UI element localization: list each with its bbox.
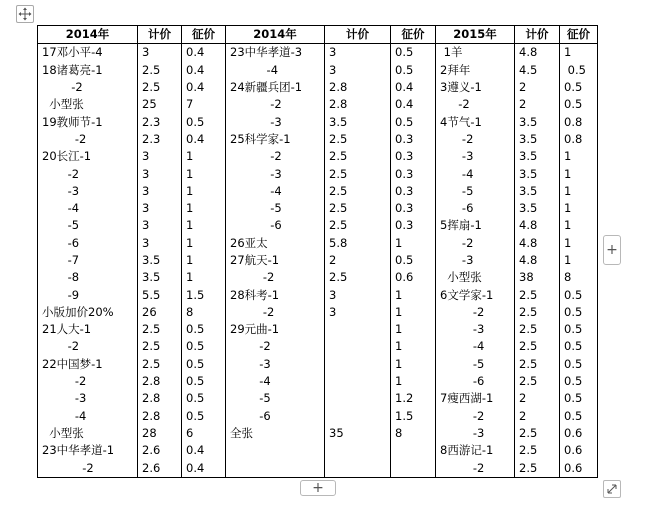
table-cell[interactable]: 20长江-1	[38, 148, 138, 165]
table-cell[interactable]: -2	[38, 165, 138, 182]
table-cell[interactable]: 35	[325, 425, 391, 442]
table-cell[interactable]: 0.5	[182, 373, 226, 390]
table-cell[interactable]: 1	[560, 165, 598, 182]
table-cell[interactable]: 3	[138, 183, 182, 200]
table-cell[interactable]: 3.5	[138, 269, 182, 286]
table-cell[interactable]: -4	[38, 200, 138, 217]
table-cell[interactable]: 0.5	[560, 373, 598, 390]
table-cell[interactable]	[325, 408, 391, 425]
table-cell[interactable]: 5.8	[325, 235, 391, 252]
table-cell[interactable]: -2	[38, 338, 138, 355]
table-cell[interactable]: 0.8	[560, 113, 598, 130]
col-header-year-2[interactable]: 2014年	[226, 26, 325, 44]
table-cell[interactable]: 0.5	[391, 252, 436, 269]
table-cell[interactable]: 0.5	[560, 321, 598, 338]
table-row	[38, 286, 598, 303]
table-cell[interactable]: 29元曲-1	[226, 321, 325, 338]
table-cell[interactable]: 28科考-1	[226, 286, 325, 303]
table-cell[interactable]: 3	[325, 62, 391, 79]
table-cell[interactable]: 2.5	[325, 217, 391, 234]
table-cell[interactable]: 0.4	[182, 62, 226, 79]
table-cell[interactable]: -5	[38, 217, 138, 234]
table-cell[interactable]: 0.8	[560, 131, 598, 148]
table-row	[38, 356, 598, 373]
table-cell[interactable]: 1	[182, 235, 226, 252]
table-cell[interactable]: 0.5	[560, 390, 598, 407]
table-cell[interactable]: -4	[226, 373, 325, 390]
table-row	[38, 442, 598, 459]
table-row	[38, 113, 598, 130]
table-cell[interactable]: 1	[560, 148, 598, 165]
table-cell[interactable]: 2.5	[138, 321, 182, 338]
table-cell[interactable]: -6	[226, 217, 325, 234]
table-cell[interactable]: -5	[226, 200, 325, 217]
table-cell[interactable]: 2.5	[325, 200, 391, 217]
table-cell[interactable]: -3	[38, 390, 138, 407]
table-cell[interactable]: 3	[325, 286, 391, 303]
table-cell[interactable]: -5	[226, 390, 325, 407]
plus-icon: +	[606, 242, 618, 258]
col-header-year-1[interactable]: 2014年	[38, 26, 138, 44]
table-row	[38, 304, 598, 321]
table-cell[interactable]: 5挥扇-1	[436, 217, 515, 234]
table-cell[interactable]: 0.4	[182, 442, 226, 459]
table-cell[interactable]: 1	[391, 304, 436, 321]
add-row-button[interactable]	[300, 480, 336, 496]
table-row	[38, 44, 598, 62]
table-cell[interactable]	[325, 459, 391, 477]
table-cell[interactable]: 2拜年	[436, 62, 515, 79]
table-row	[38, 269, 598, 286]
header-row	[38, 26, 598, 44]
table-cell[interactable]: 0.6	[560, 425, 598, 442]
table-cell[interactable]: 26	[138, 304, 182, 321]
table-cell[interactable]: 1	[182, 269, 226, 286]
table-cell[interactable]: 0.5	[560, 79, 598, 96]
table-cell[interactable]: 3.5	[515, 183, 560, 200]
table-cell[interactable]	[325, 373, 391, 390]
table-cell[interactable]: 0.5	[560, 62, 598, 79]
table-cell[interactable]: 0.4	[391, 79, 436, 96]
table-cell[interactable]: 23中华孝道-1	[38, 442, 138, 459]
table-cell[interactable]: 1	[560, 200, 598, 217]
table-cell[interactable]: 22中国梦-1	[38, 356, 138, 373]
table-cell[interactable]: 28	[138, 425, 182, 442]
table-cell[interactable]: 2.3	[138, 131, 182, 148]
col-header-list-price-3[interactable]: 计价	[515, 26, 560, 44]
table-cell[interactable]: 1	[560, 183, 598, 200]
table-cell[interactable]: 18诸葛亮-1	[38, 62, 138, 79]
table-cell[interactable]: 1	[182, 252, 226, 269]
table-cell[interactable]: 2	[325, 252, 391, 269]
table-cell[interactable]: 0.5	[182, 356, 226, 373]
table-row	[38, 252, 598, 269]
table-cell[interactable]: 1	[182, 217, 226, 234]
table-cell[interactable]: 2.5	[515, 356, 560, 373]
table-cell[interactable]: -2	[436, 235, 515, 252]
table-cell[interactable]: 0.4	[182, 459, 226, 477]
table-cell[interactable]: 8西游记-1	[436, 442, 515, 459]
table-cell[interactable]: 2.5	[515, 304, 560, 321]
table-cell[interactable]: 3.5	[515, 131, 560, 148]
table-cell[interactable]: -2	[436, 408, 515, 425]
table-cell[interactable]: 25	[138, 96, 182, 113]
table-cell[interactable]: 1	[560, 235, 598, 252]
table-cell[interactable]: 小型张	[38, 425, 138, 442]
table-cell[interactable]: 0.5	[560, 286, 598, 303]
table-cell[interactable]: 2.6	[138, 442, 182, 459]
table-cell[interactable]: 21人大-1	[38, 321, 138, 338]
table-cell[interactable]: 0.5	[391, 62, 436, 79]
table-cell[interactable]: 1	[391, 286, 436, 303]
table-cell[interactable]: 2.6	[138, 459, 182, 477]
table-cell[interactable]: -5	[436, 356, 515, 373]
table-cell[interactable]: 2	[515, 96, 560, 113]
table-cell[interactable]: 2.8	[325, 79, 391, 96]
table-cell[interactable]: 2	[515, 390, 560, 407]
table-cell[interactable]: -4	[226, 183, 325, 200]
table-cell[interactable]	[325, 390, 391, 407]
table-row	[38, 425, 598, 442]
table-cell[interactable]: 38	[515, 269, 560, 286]
table-cell[interactable]: 2.5	[515, 459, 560, 477]
table-cell[interactable]: -2	[226, 269, 325, 286]
table-cell[interactable]	[325, 442, 391, 459]
table-cell[interactable]: 0.5	[560, 338, 598, 355]
table-cell[interactable]: 0.5	[182, 408, 226, 425]
table-cell[interactable]: -3	[436, 148, 515, 165]
table-row	[38, 321, 598, 338]
table-cell[interactable]: 0.5	[560, 96, 598, 113]
table-cell[interactable]: 0.3	[391, 165, 436, 182]
table-cell[interactable]: 小型张	[436, 269, 515, 286]
table-cell[interactable]: 2.5	[515, 373, 560, 390]
table-cell[interactable]	[325, 356, 391, 373]
table-cell[interactable]: 全张	[226, 425, 325, 442]
table-cell[interactable]: 2.5	[515, 321, 560, 338]
table-cell[interactable]: 0.6	[560, 459, 598, 477]
table-cell[interactable]: -2	[226, 96, 325, 113]
table-cell[interactable]: 2	[515, 79, 560, 96]
table-cell[interactable]: -6	[436, 373, 515, 390]
table-cell[interactable]: -5	[436, 183, 515, 200]
col-header-list-price-2[interactable]: 计价	[325, 26, 391, 44]
table-cell[interactable]: 0.6	[560, 442, 598, 459]
table-row	[38, 131, 598, 148]
table-cell[interactable]: 0.5	[560, 304, 598, 321]
table-cell[interactable]: -2	[38, 131, 138, 148]
table-cell[interactable]	[391, 459, 436, 477]
table-cell[interactable]: 3.5	[325, 113, 391, 130]
table-cell[interactable]: 24新疆兵团-1	[226, 79, 325, 96]
plus-icon: +	[312, 480, 324, 496]
table-row	[38, 148, 598, 165]
col-header-collect-price-3[interactable]: 征价	[560, 26, 598, 44]
table-row	[38, 390, 598, 407]
table-cell[interactable]: 0.6	[391, 269, 436, 286]
table-cell[interactable]	[226, 442, 325, 459]
table-row	[38, 408, 598, 425]
table-cell[interactable]: 2.8	[138, 408, 182, 425]
table-cell[interactable]: 3	[138, 200, 182, 217]
table-cell[interactable]: 2.5	[325, 131, 391, 148]
table-cell[interactable]: 1	[182, 183, 226, 200]
table-cell[interactable]: -2	[436, 131, 515, 148]
table-cell[interactable]: 7	[182, 96, 226, 113]
table-cell[interactable]: -4	[436, 338, 515, 355]
table-row	[38, 96, 598, 113]
table-cell[interactable]: 3遵义-1	[436, 79, 515, 96]
table-cell[interactable]: 4.8	[515, 235, 560, 252]
table-cell[interactable]: 0.5	[182, 321, 226, 338]
table-cell[interactable]: 2.5	[138, 338, 182, 355]
table-cell[interactable]: -3	[436, 321, 515, 338]
resize-glyph	[606, 483, 618, 495]
table-row	[38, 338, 598, 355]
add-column-button[interactable]	[603, 235, 621, 265]
table-row	[38, 373, 598, 390]
table-row	[38, 79, 598, 96]
table-cell[interactable]: 1	[182, 148, 226, 165]
table-cell[interactable]: 1.5	[391, 408, 436, 425]
table-cell[interactable]: -2	[226, 148, 325, 165]
table-cell[interactable]: -2	[436, 96, 515, 113]
table-cell[interactable]: 2.5	[325, 269, 391, 286]
table-cell[interactable]: 0.3	[391, 217, 436, 234]
table-cell[interactable]: -2	[436, 459, 515, 477]
table-cell[interactable]: 0.3	[391, 131, 436, 148]
table-cell[interactable]: 1	[391, 338, 436, 355]
table-cell[interactable]: 3	[138, 44, 182, 62]
table-cell[interactable]: 0.4	[391, 96, 436, 113]
table-cell[interactable]: 2.5	[325, 165, 391, 182]
table-cell[interactable]: -3	[436, 252, 515, 269]
table-row	[38, 165, 598, 182]
table-cell[interactable]: 3.5	[138, 252, 182, 269]
table-cell[interactable]: 3	[138, 165, 182, 182]
table-cell[interactable]: 2.8	[138, 373, 182, 390]
table-cell[interactable]: 3	[138, 148, 182, 165]
table-cell[interactable]: 2.5	[325, 148, 391, 165]
table-cell[interactable]: 小型张	[38, 96, 138, 113]
table-cell[interactable]: 23中华孝道-3	[226, 44, 325, 62]
table-cell[interactable]: 0.5	[560, 356, 598, 373]
table-cell[interactable]: 2.5	[138, 356, 182, 373]
col-header-collect-price-1[interactable]: 征价	[182, 26, 226, 44]
table-cell[interactable]: 3.5	[515, 113, 560, 130]
table-cell[interactable]: 17邓小平-4	[38, 44, 138, 62]
table-cell[interactable]: 0.5	[560, 408, 598, 425]
table-cell[interactable]: 3	[138, 235, 182, 252]
table-cell[interactable]: 19教师节-1	[38, 113, 138, 130]
table-cell[interactable]: 2.5	[515, 425, 560, 442]
diagonal-resize-icon[interactable]	[603, 480, 621, 498]
table-cell[interactable]: 小版加价20%	[38, 304, 138, 321]
table-cell[interactable]: 3.5	[515, 200, 560, 217]
table-cell[interactable]: 0.3	[391, 200, 436, 217]
table-row	[38, 459, 598, 477]
table-row	[38, 217, 598, 234]
table-cell[interactable]: 26亚太	[226, 235, 325, 252]
table-cell[interactable]: 0.5	[182, 113, 226, 130]
table-row	[38, 200, 598, 217]
table-cell[interactable]: 0.4	[182, 131, 226, 148]
table-cell[interactable]: 0.4	[182, 79, 226, 96]
table-cell[interactable]: 3	[325, 304, 391, 321]
table-cell[interactable]: -2	[38, 373, 138, 390]
table-cell[interactable]: 8	[182, 304, 226, 321]
table-cell[interactable]: 3.5	[515, 148, 560, 165]
table-cell[interactable]: -7	[38, 252, 138, 269]
table-cell[interactable]: 1	[560, 252, 598, 269]
table-body	[38, 44, 598, 477]
table-cell[interactable]: 3.5	[515, 165, 560, 182]
table-cell[interactable]: -2	[436, 304, 515, 321]
table-cell[interactable]: 4.5	[515, 62, 560, 79]
table-cell[interactable]	[391, 442, 436, 459]
table-cell[interactable]	[226, 459, 325, 477]
table-cell[interactable]: 2.8	[138, 390, 182, 407]
table-cell[interactable]: -2	[226, 338, 325, 355]
table-cell[interactable]: 1	[391, 356, 436, 373]
table-cell[interactable]: 1	[391, 321, 436, 338]
table-cell[interactable]: -2	[38, 459, 138, 477]
col-header-collect-price-2[interactable]: 征价	[391, 26, 436, 44]
table-cell[interactable]: 1	[391, 373, 436, 390]
table-cell[interactable]: 25科学家-1	[226, 131, 325, 148]
table-cell[interactable]: 1	[560, 44, 598, 62]
table-cell[interactable]: 2.8	[325, 96, 391, 113]
table-cell[interactable]: 2.5	[515, 286, 560, 303]
table-cell[interactable]: -9	[38, 286, 138, 303]
table-cell[interactable]: -4	[226, 62, 325, 79]
table-cell[interactable]: -3	[226, 356, 325, 373]
table-row	[38, 235, 598, 252]
table-cell[interactable]: 1.5	[182, 286, 226, 303]
table-cell[interactable]: 0.4	[182, 44, 226, 62]
table-cell[interactable]: 5.5	[138, 286, 182, 303]
table-cell[interactable]: -6	[38, 235, 138, 252]
table-cell[interactable]: 3	[138, 217, 182, 234]
table-cell[interactable]: 8	[560, 269, 598, 286]
table-cell[interactable]: 1.2	[391, 390, 436, 407]
table-cell[interactable]: 0.3	[391, 183, 436, 200]
table-cell[interactable]: -4	[38, 408, 138, 425]
table-cell[interactable]: 0.5	[182, 338, 226, 355]
table-cell[interactable]: 4节气-1	[436, 113, 515, 130]
table-cell[interactable]: 1	[391, 235, 436, 252]
move-arrows-glyph	[18, 7, 32, 21]
table-cell[interactable]: -4	[436, 165, 515, 182]
table-cell[interactable]: 2.5	[515, 442, 560, 459]
table-cell[interactable]: 1	[182, 165, 226, 182]
move-arrows-icon[interactable]	[16, 5, 34, 23]
table-cell[interactable]: -6	[226, 408, 325, 425]
table-row	[38, 183, 598, 200]
table-cell[interactable]: -2	[226, 304, 325, 321]
table-cell[interactable]: 6	[182, 425, 226, 442]
col-header-list-price-1[interactable]: 计价	[138, 26, 182, 44]
stamp-price-table	[37, 25, 598, 478]
table-cell[interactable]: 4.8	[515, 217, 560, 234]
table-cell[interactable]: -6	[436, 200, 515, 217]
table-cell[interactable]: 8	[391, 425, 436, 442]
table-cell[interactable]: 2.5	[138, 62, 182, 79]
table-cell[interactable]: -3	[226, 165, 325, 182]
table-cell[interactable]: 2.5	[138, 79, 182, 96]
table-cell[interactable]: 2	[515, 408, 560, 425]
table-cell[interactable]: -3	[436, 425, 515, 442]
table-cell[interactable]: 1	[560, 217, 598, 234]
table-cell[interactable]: 2.5	[325, 183, 391, 200]
table-cell[interactable]: 1	[182, 200, 226, 217]
table-cell[interactable]: 27航天-1	[226, 252, 325, 269]
table-cell[interactable]: 2.5	[515, 338, 560, 355]
table-cell[interactable]: -8	[38, 269, 138, 286]
table-cell[interactable]: 6文学家-1	[436, 286, 515, 303]
table-cell[interactable]: 0.3	[391, 148, 436, 165]
col-header-year-3[interactable]: 2015年	[436, 26, 515, 44]
table-row	[38, 62, 598, 79]
table-cell[interactable]: 1羊	[436, 44, 515, 62]
table-cell[interactable]: -3	[226, 113, 325, 130]
table-cell[interactable]: -3	[38, 183, 138, 200]
table-cell[interactable]: 3	[325, 44, 391, 62]
table-cell[interactable]: 0.5	[391, 44, 436, 62]
table-cell[interactable]: 4.8	[515, 252, 560, 269]
table-cell[interactable]: 7瘦西湖-1	[436, 390, 515, 407]
table-cell[interactable]: 2.3	[138, 113, 182, 130]
table-cell[interactable]	[325, 321, 391, 338]
table-cell[interactable]: 4.8	[515, 44, 560, 62]
table-cell[interactable]: 0.5	[391, 113, 436, 130]
table-cell[interactable]: -2	[38, 79, 138, 96]
table-cell[interactable]: 0.5	[182, 390, 226, 407]
table-cell[interactable]	[325, 338, 391, 355]
